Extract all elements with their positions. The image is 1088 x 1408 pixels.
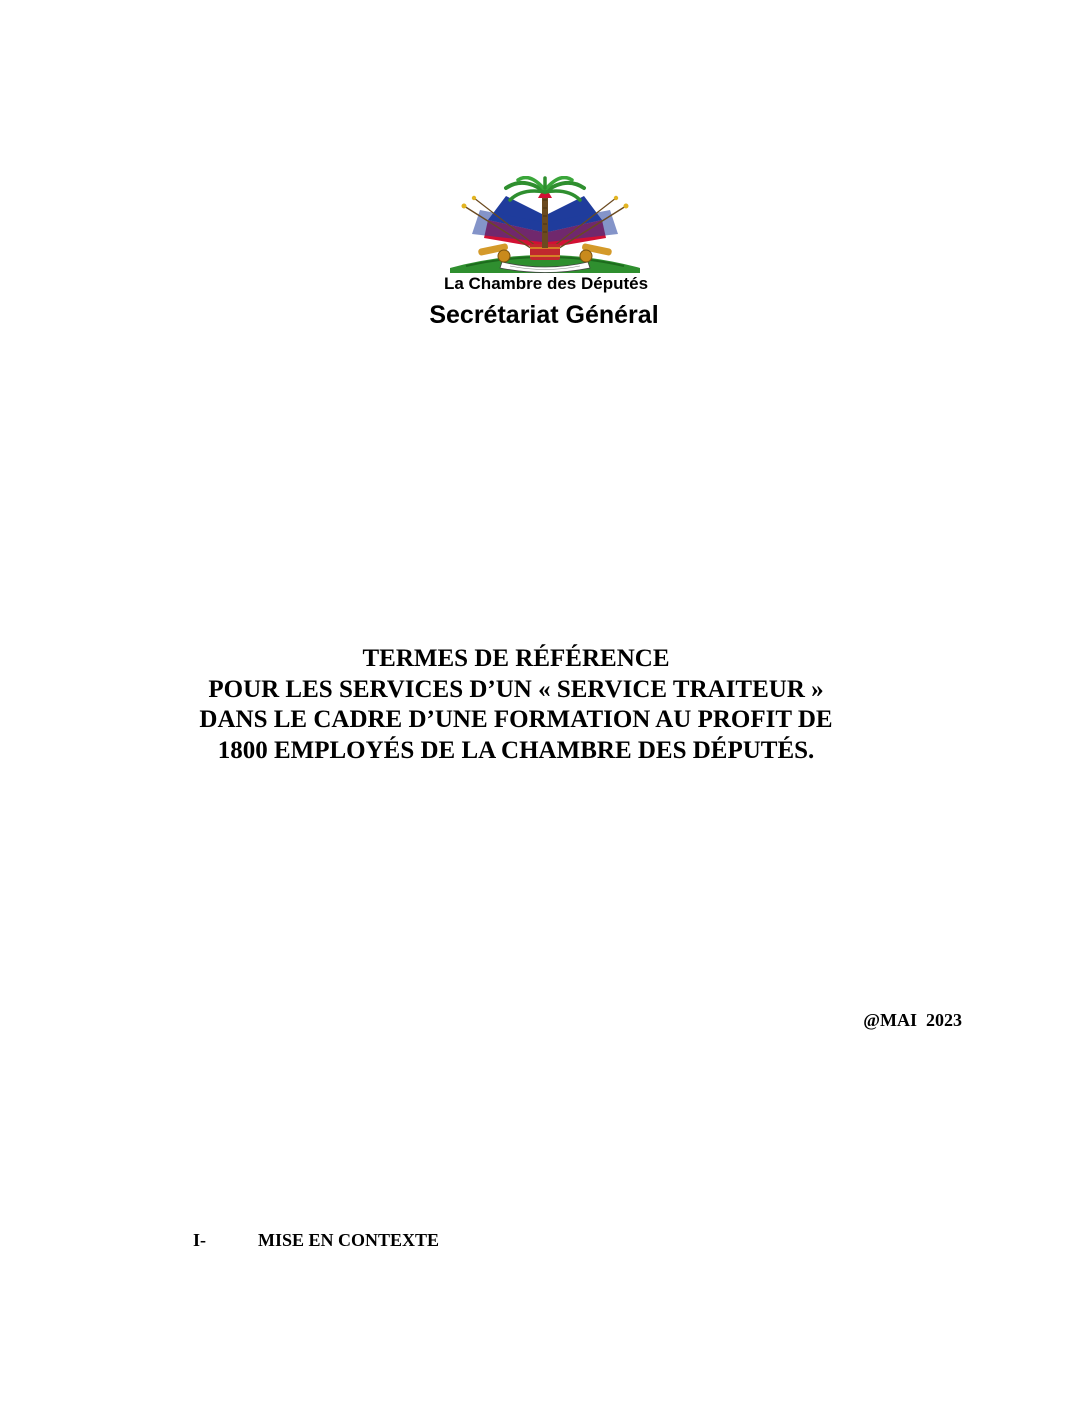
department-name: Secrétariat Général bbox=[429, 301, 659, 329]
title-line: DANS LE CADRE D’UNE FORMATION AU PROFIT DE bbox=[199, 706, 833, 733]
title-line: POUR LES SERVICES D’UN « SERVICE TRAITEUR » bbox=[208, 675, 824, 703]
chamber-name: La Chambre des Députés bbox=[443, 274, 649, 293]
document-date: @MAI 2023 bbox=[863, 1010, 962, 1030]
section-title: MISE EN CONTEXTE bbox=[258, 1230, 440, 1250]
title-line: TERMES DE RÉFÉRENCE bbox=[362, 645, 670, 672]
section-number: I- bbox=[193, 1230, 206, 1250]
document-title bbox=[0, 644, 1032, 766]
title-line: 1800 EMPLOYÉS DE LA CHAMBRE DES DÉPUTÉS. bbox=[217, 736, 815, 764]
haiti-coat-of-arms-icon bbox=[444, 176, 646, 278]
